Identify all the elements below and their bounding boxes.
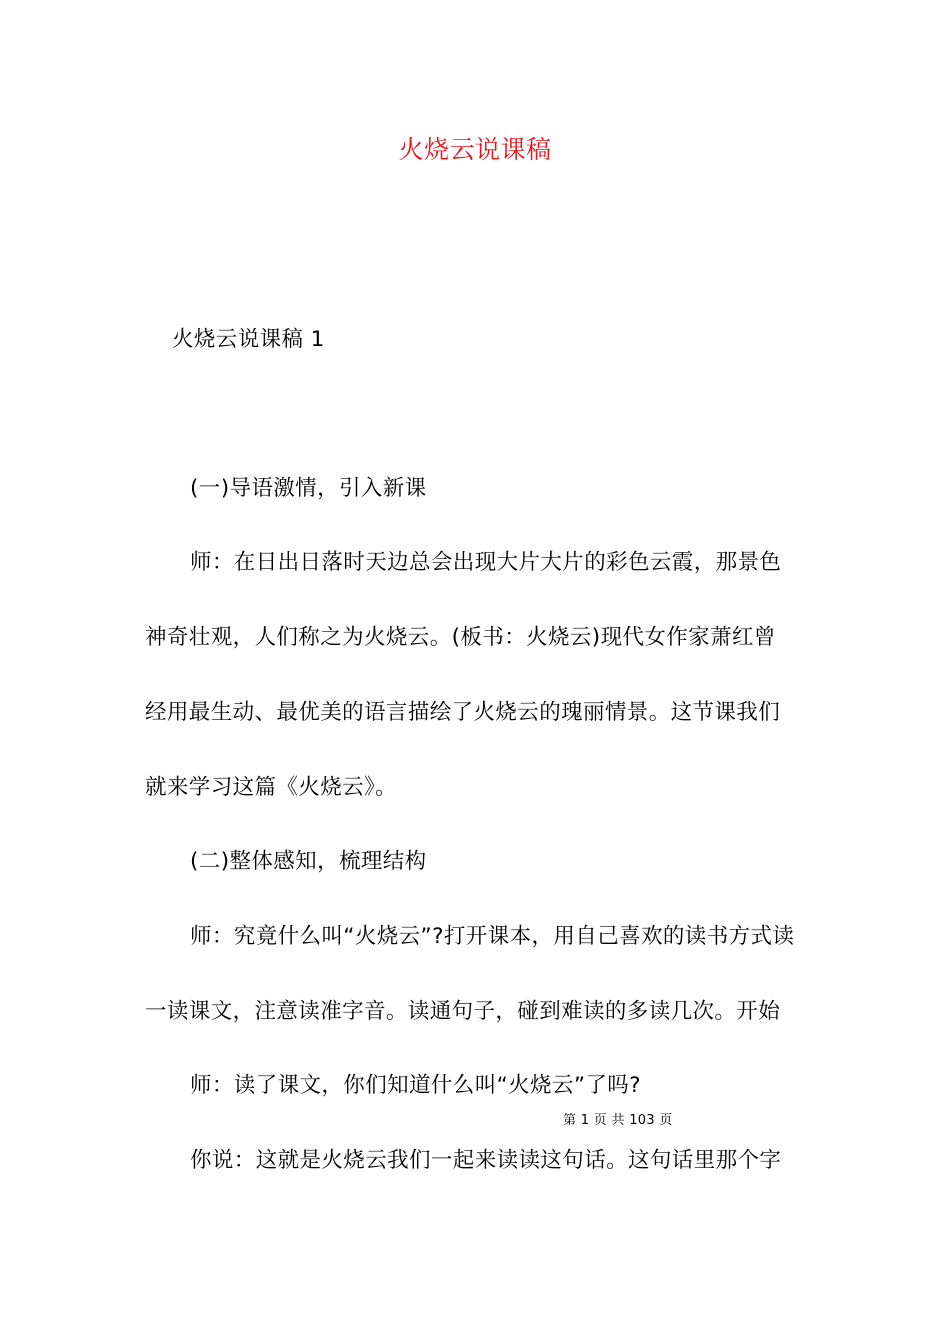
- paragraph-line: 神奇壮观，人们称之为火烧云。(板书：火烧云)现代女作家萧红曾: [145, 625, 776, 650]
- paragraph-line: 就来学习这篇《火烧云》。: [145, 775, 398, 800]
- paragraph-line: 经用最生动、最优美的语言描绘了火烧云的瑰丽情景。这节课我们: [145, 700, 781, 725]
- paragraph-line: 你说：这就是火烧云我们一起来读读这句话。这句话里那个字: [190, 1148, 782, 1173]
- page-number-footer: 第 1 页 共 103 页: [563, 1113, 673, 1128]
- paragraph-heading-1: (一)导语激情，引入新课: [190, 476, 427, 501]
- paragraph-line: 一读课文，注意读准字音。读通句子，碰到难读的多读几次。开始: [145, 999, 781, 1024]
- document-title: 火烧云说课稿: [398, 135, 552, 164]
- paragraph-line: 师：读了课文，你们知道什么叫“火烧云”了吗?: [190, 1073, 641, 1098]
- paragraph-line: 师：在日出日落时天边总会出现大片大片的彩色云霞，那景色: [190, 550, 782, 575]
- section-heading: 火烧云说课稿 1: [172, 327, 325, 352]
- paragraph-line: 师：究竟什么叫“火烧云”?打开课本，用自己喜欢的读书方式读: [190, 924, 795, 949]
- paragraph-heading-2: (二)整体感知，梳理结构: [190, 849, 427, 874]
